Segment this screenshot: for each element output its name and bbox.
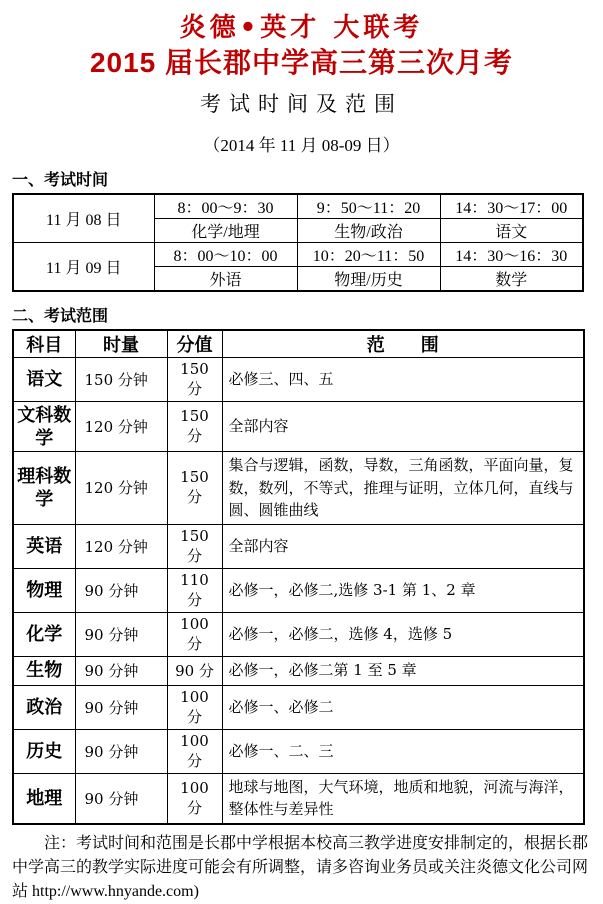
score-cell: 100 分 xyxy=(167,612,222,656)
exam-scope-table xyxy=(12,329,585,825)
score-cell: 100 分 xyxy=(167,729,222,773)
scope-cell: 必修一，必修二,选修 3-1 第 1、2 章 xyxy=(222,568,584,612)
scope-cell: 全部内容 xyxy=(222,402,584,452)
subject-cell: 外语 xyxy=(154,267,297,292)
subject-cell: 英语 xyxy=(13,524,75,568)
exam-date-range: （2014 年 11 月 08-09 日） xyxy=(203,136,400,156)
duration-cell: 120 分钟 xyxy=(75,452,167,525)
column-header-score: 分值 xyxy=(167,330,222,358)
column-header-scope: 范 围 xyxy=(222,330,584,358)
time-slot-cell: 8：00～10：00 xyxy=(154,243,297,267)
scope-cell: 必修三、四、五 xyxy=(222,358,584,402)
section-heading-exam-scope: 二、考试范围 xyxy=(12,308,109,326)
scope-cell: 必修一、二、三 xyxy=(222,729,584,773)
score-cell: 150 分 xyxy=(167,524,222,568)
subject-cell: 语文 xyxy=(440,219,583,243)
table-row xyxy=(13,612,584,656)
subject-cell: 物理 xyxy=(13,568,75,612)
score-cell: 100 分 xyxy=(167,773,222,824)
duration-cell: 90 分钟 xyxy=(75,568,167,612)
scope-cell: 必修一，必修二第 1 至 5 章 xyxy=(222,656,584,685)
time-slot-cell: 10：20～11：50 xyxy=(297,243,440,267)
table-row xyxy=(13,524,584,568)
scope-cell: 必修一、必修二 xyxy=(222,685,584,729)
table-row xyxy=(13,402,584,452)
subject-cell: 文科数学 xyxy=(13,402,75,452)
table-row xyxy=(13,452,584,525)
subject-cell: 历史 xyxy=(13,729,75,773)
time-slot-cell: 14：30～17：00 xyxy=(440,194,583,219)
table-row xyxy=(13,568,584,612)
brand-title: 炎德•英才 大联考 xyxy=(179,13,424,43)
time-slot-cell: 14：30～16：30 xyxy=(440,243,583,267)
score-cell: 90 分 xyxy=(167,656,222,685)
duration-cell: 120 分钟 xyxy=(75,524,167,568)
score-cell: 150 分 xyxy=(167,402,222,452)
document-subtitle: 考试时间及范围 xyxy=(200,92,403,117)
table-row xyxy=(13,685,584,729)
scope-cell: 地球与地图，大气环境，地质和地貌，河流与海洋，整体性与差异性 xyxy=(222,773,584,824)
subject-cell: 地理 xyxy=(13,773,75,824)
subject-cell: 政治 xyxy=(13,685,75,729)
table-row xyxy=(13,729,584,773)
duration-cell: 90 分钟 xyxy=(75,656,167,685)
scope-cell: 必修一，必修二，选修 4，选修 5 xyxy=(222,612,584,656)
exam-schedule-table xyxy=(12,193,584,292)
subject-cell: 生物/政治 xyxy=(297,219,440,243)
exam-title: 2015 届长郡中学高三第三次月考 xyxy=(89,46,514,78)
table-row xyxy=(13,243,583,267)
table-row xyxy=(13,656,584,685)
section-heading-exam-time: 一、考试时间 xyxy=(12,172,109,190)
subject-cell: 化学 xyxy=(13,612,75,656)
subject-cell: 生物 xyxy=(13,656,75,685)
subject-cell: 语文 xyxy=(13,358,75,402)
score-cell: 100 分 xyxy=(167,685,222,729)
table-row xyxy=(13,773,584,824)
date-cell: 11 月 09 日 xyxy=(13,243,154,292)
footnote-text: 注：考试时间和范围是长郡中学根据本校高三教学进度安排制定的，根据长郡中学高三的教学实际进度可能会有所调整，请多咨询业务员或关注炎德文化公司网站 http://www.hnyande.com) xyxy=(12,834,589,900)
duration-cell: 120 分钟 xyxy=(75,402,167,452)
score-cell: 110 分 xyxy=(167,568,222,612)
score-cell: 150 分 xyxy=(167,358,222,402)
column-header-duration: 时量 xyxy=(75,330,167,358)
duration-cell: 90 分钟 xyxy=(75,729,167,773)
time-slot-cell: 8：00～9：30 xyxy=(154,194,297,219)
scope-cell: 全部内容 xyxy=(222,524,584,568)
subject-cell: 物理/历史 xyxy=(297,267,440,292)
subject-cell: 化学/地理 xyxy=(154,219,297,243)
duration-cell: 150 分钟 xyxy=(75,358,167,402)
duration-cell: 90 分钟 xyxy=(75,773,167,824)
date-cell: 11 月 08 日 xyxy=(13,194,154,243)
duration-cell: 90 分钟 xyxy=(75,685,167,729)
score-cell: 150 分 xyxy=(167,452,222,525)
time-slot-cell: 9：50～11：20 xyxy=(297,194,440,219)
duration-cell: 90 分钟 xyxy=(75,612,167,656)
table-header-row xyxy=(13,330,584,358)
table-row xyxy=(13,358,584,402)
column-header-subject: 科目 xyxy=(13,330,75,358)
subject-cell: 数学 xyxy=(440,267,583,292)
subject-cell: 理科数学 xyxy=(13,452,75,525)
scope-cell: 集合与逻辑，函数，导数，三角函数，平面向量，复数，数列，不等式，推理与证明，立体几何，直线与圆、圆锥曲线 xyxy=(222,452,584,525)
table-row xyxy=(13,194,583,219)
